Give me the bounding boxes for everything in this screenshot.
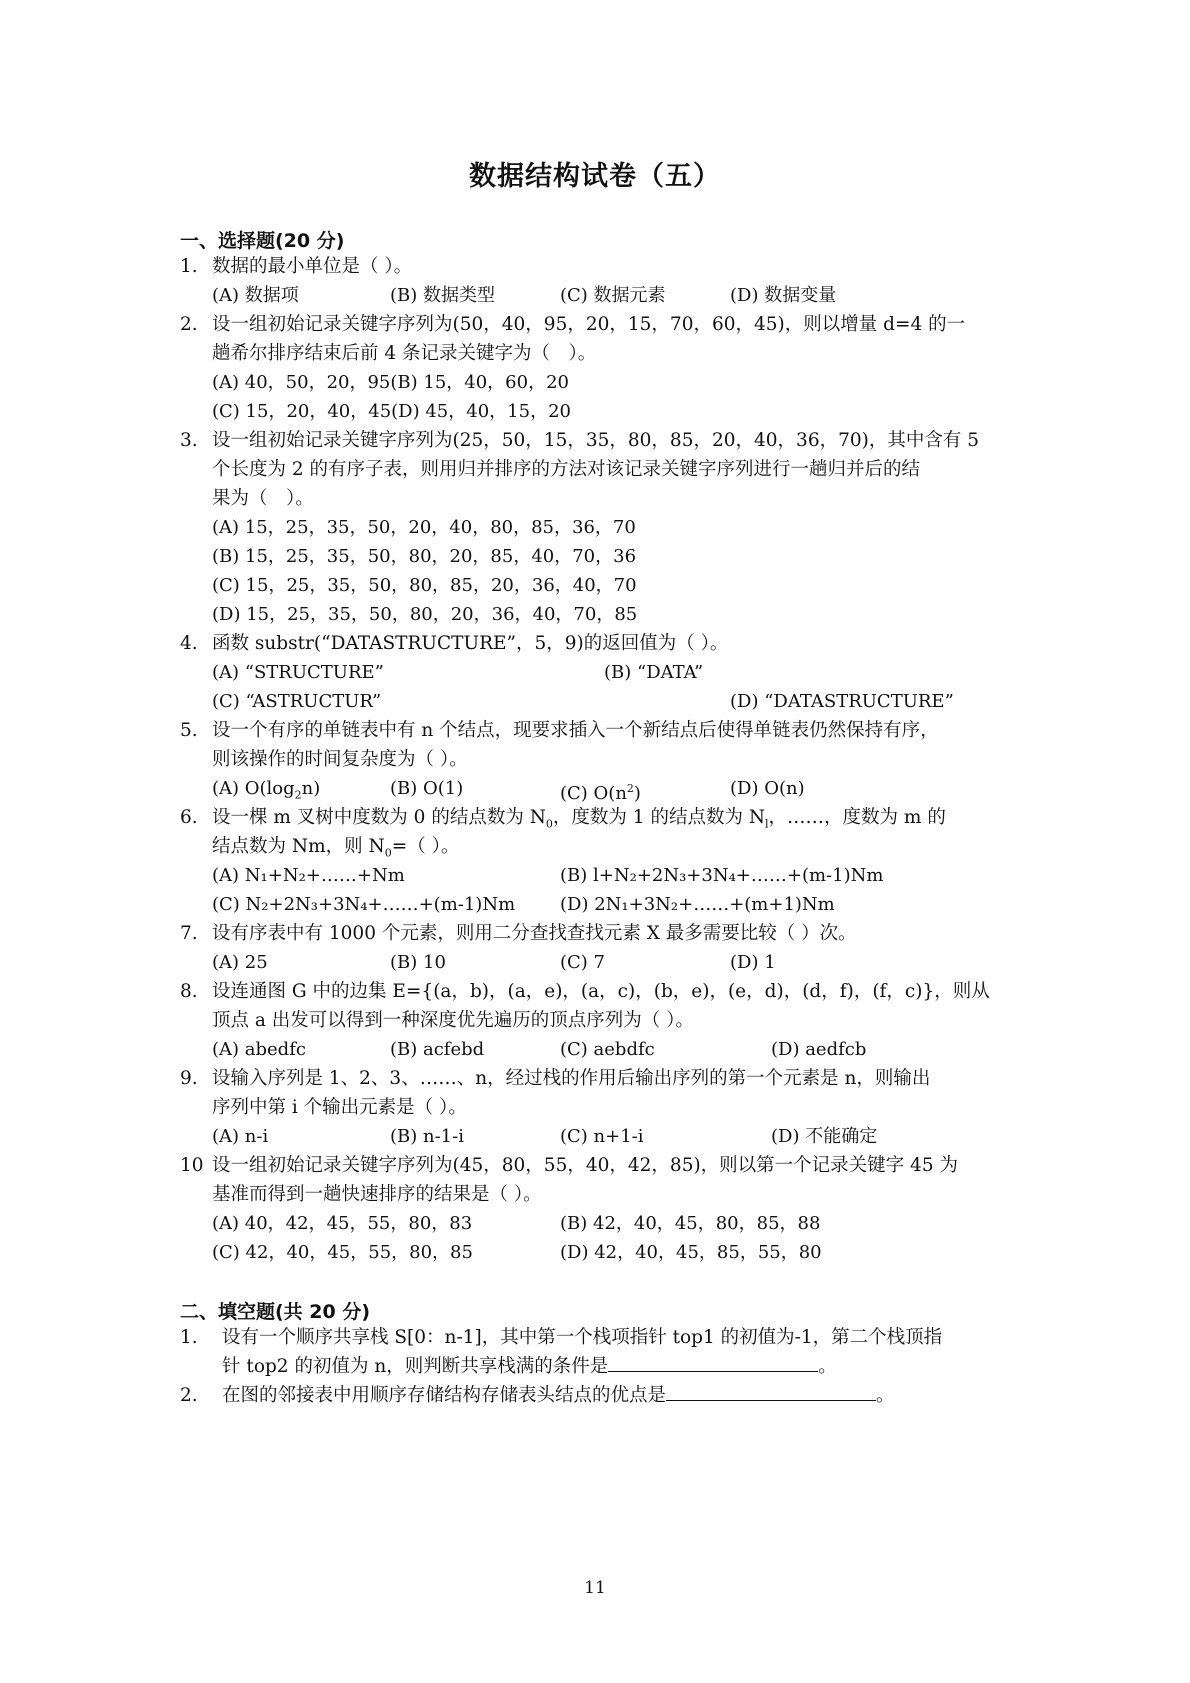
question-number: 6.	[180, 807, 198, 828]
option-c: (C) 42，40，45，55，80，85	[212, 1242, 473, 1263]
option-d: (D) 数据变量	[730, 285, 837, 306]
option-c: (C) n+1-i	[560, 1126, 644, 1147]
option-a: (A) 数据项	[212, 285, 299, 306]
question-number: 10	[180, 1155, 204, 1176]
question-stem-cont: 针 top2 的初值为 n，则判断共享栈满的条件是 。	[222, 1356, 837, 1377]
option-b: (B) 42，40，45，80，85，88	[560, 1213, 821, 1234]
question-stem-cont: 个长度为 2 的有序子表，则用归并排序的方法对该记录关键字序列进行一趟归并后的结	[212, 459, 921, 480]
option-a: (A) abedfc	[212, 1039, 306, 1060]
page-number: 11	[584, 1578, 606, 1598]
option-b: (B) acfebd	[390, 1039, 485, 1060]
option-c: (C) 15，25，35，50，80，85，20，36，40，70	[212, 575, 637, 596]
question-stem: 设一个有序的单链表中有 n 个结点，现要求插入一个新结点后使得单链表仍然保持有序，	[212, 720, 939, 741]
question-number: 1.	[180, 256, 198, 277]
option-b: (B) 15，25，35，50，80，20，85，40，70，36	[212, 546, 637, 567]
question-stem-cont: 趟希尔排序结束后前 4 条记录关键字为（ ）。	[212, 343, 597, 364]
option-d: (D) 42，40，45，85，55，80	[560, 1242, 822, 1263]
options-line: (C) 15，20，40，45(D) 45，40，15，20	[212, 401, 571, 422]
option-b: (B) n-1-i	[390, 1126, 464, 1147]
question-number: 8.	[180, 981, 198, 1002]
question-number: 1.	[180, 1327, 198, 1348]
question-stem: 设有序表中有 1000 个元素，则用二分查找查找元素 X 最多需要比较（ ）次。	[212, 923, 857, 944]
option-a: (A) $O(\log_2n)$	[212, 778, 321, 802]
question-number: 9.	[180, 1068, 198, 1089]
question-number: 2.	[180, 1385, 198, 1406]
question-number: 7.	[180, 923, 198, 944]
question-stem-cont: 结点数为 Nm，则 $N_0=$（ ）。	[212, 836, 460, 860]
question-stem: 设一棵 m 叉树中度数为 0 的结点数为 $N_0$，度数为 1 的结点数为 $N_l$，……，度数为 m 的	[212, 807, 946, 831]
question-number: 5.	[180, 720, 198, 741]
question-stem: 设连通图 G 中的边集 E={(a，b)，(a，e)，(a，c)，(b，e)，(e，d)，(d，f)，(f，c)}，则从	[212, 981, 990, 1002]
question-stem: 数据的最小单位是（ ）。	[212, 256, 413, 277]
question-stem: 函数 substr(“DATASTRUCTURE”，5，9)的返回值为（ ）。	[212, 633, 729, 654]
option-a: (A) 25	[212, 952, 268, 973]
option-d: (D) aedfcb	[771, 1039, 867, 1060]
question-stem: 设有一个顺序共享栈 S[0：n-1]，其中第一个栈项指针 top1 的初值为-1，第二个栈顶指	[222, 1327, 943, 1348]
option-a: (A) 40，42，45，55，80，83	[212, 1213, 473, 1234]
option-d: (D) O(n)	[730, 778, 805, 799]
option-d: (D) 15，25，35，50，80，20，36，40，70，85	[212, 604, 638, 625]
option-b: (B) 10	[390, 952, 446, 973]
question-stem: 设一组初始记录关键字序列为(50，40，95，20，15，70，60，45)，则以增量 d=4 的一	[212, 314, 966, 335]
question-stem: 设输入序列是 1、2、3、……、n，经过栈的作用后输出序列的第一个元素是 n，则输出	[212, 1068, 931, 1089]
option-c: (C) $O(n^2)$	[560, 782, 641, 804]
question-stem-cont: 基准而得到一趟快速排序的结果是（ ）。	[212, 1184, 542, 1205]
option-b: (B) “DATA”	[604, 662, 704, 683]
options-line: (A) 40，50，20，95(B) 15，40，60，20	[212, 372, 569, 393]
question-number: 3.	[180, 430, 198, 451]
option-d: (D) 2N₁+3N₂+……+(m+1)Nm	[560, 894, 835, 915]
option-c: (C) “ASTRUCTUR”	[212, 691, 382, 712]
question-stem: 在图的邻接表中用顺序存储结构存储表头结点的优点是 。	[222, 1385, 895, 1406]
exam-title: 数据结构试卷（五）	[469, 161, 721, 192]
question-stem-cont: 顶点 a 出发可以得到一种深度优先遍历的顶点序列为（ ）。	[212, 1010, 694, 1031]
option-d: (D) “DATASTRUCTURE”	[730, 691, 954, 712]
option-a: (A) “STRUCTURE”	[212, 662, 384, 683]
question-stem-cont: 序列中第 i 个输出元素是（ ）。	[212, 1097, 467, 1118]
question-stem: 设一组初始记录关键字序列为(45，80，55，40，42，85)，则以第一个记录关键字 45 为	[212, 1155, 958, 1176]
option-d: (D) 1	[730, 952, 776, 973]
option-a: (A) N₁+N₂+……+Nm	[212, 865, 405, 886]
question-stem-cont: 果为（ ）。	[212, 488, 314, 509]
answer-blank[interactable]	[608, 1355, 818, 1372]
section-heading-fill: 二、填空题(共 20 分)	[180, 1301, 371, 1323]
question-number: 2.	[180, 314, 198, 335]
question-number: 4.	[180, 633, 198, 654]
section-heading-choice: 一、选择题(20 分)	[180, 230, 345, 252]
question-stem: 设一组初始记录关键字序列为(25，50，15，35，80，85，20，40，36，70)，其中含有 5	[212, 430, 979, 451]
option-a: (A) n-i	[212, 1126, 269, 1147]
option-c: (C) aebdfc	[560, 1039, 655, 1060]
option-b: (B) 数据类型	[390, 285, 495, 306]
option-c: (C) N₂+2N₃+3N₄+……+(m-1)Nm	[212, 894, 516, 915]
question-stem-cont: 则该操作的时间复杂度为（ ）。	[212, 749, 468, 770]
answer-blank[interactable]	[666, 1384, 876, 1401]
option-c: (C) 数据元素	[560, 285, 666, 306]
option-b: (B) O(1)	[390, 778, 464, 799]
option-d: (D) 不能确定	[771, 1126, 878, 1147]
option-a: (A) 15，25，35，50，20，40，80，85，36，70	[212, 517, 636, 538]
option-b: (B) l+N₂+2N₃+3N₄+……+(m-1)Nm	[560, 865, 884, 886]
option-c: (C) 7	[560, 952, 605, 973]
